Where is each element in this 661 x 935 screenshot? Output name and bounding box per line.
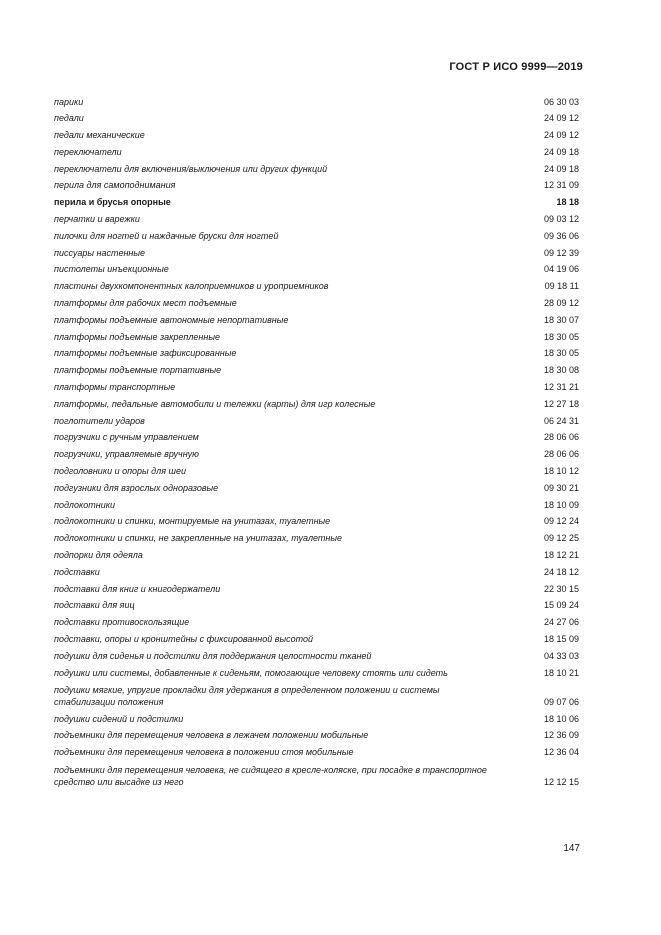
entry-code: 18 30 07: [543, 314, 579, 325]
page-number: 147: [563, 843, 580, 854]
index-entry: [54, 763, 579, 792]
entry-term: подушки мягкие, упругие прокладки для удержания в определенном положении и системы стабилизации положения: [54, 684, 440, 707]
entry-term: подъемники для перемещения человека в положении стоя мобильные: [54, 747, 354, 758]
entry-term: педали: [54, 113, 84, 124]
entry-code: 09 18 11: [544, 281, 579, 292]
entry-code: 12 36 09: [543, 730, 579, 741]
entry-term: платформы, педальные автомобили и тележки (карты) для игр колесные: [54, 398, 376, 409]
entry-term: погрузчики, управляемые вручную: [54, 449, 199, 460]
entry-term: педали механические: [54, 130, 145, 141]
index-entry: [54, 549, 579, 566]
document-header: ГОСТ Р ИСО 9999—2019: [449, 61, 583, 73]
entry-code: 04 33 03: [543, 650, 579, 661]
entry-term: подпорки для одеяла: [54, 550, 143, 561]
entry-term: подушки или системы, добавленные к сиденьям, помогающие человеку стоять или сидеть: [54, 667, 448, 678]
entry-term: платформы транспортные: [54, 382, 176, 393]
entry-term: подставки: [54, 566, 100, 577]
index-entry: [54, 616, 579, 633]
entry-term: платформы подъемные зафиксированные: [54, 348, 237, 359]
index-entry: [54, 515, 579, 532]
entry-code: 09 12 25: [543, 533, 579, 544]
index-entry: [54, 582, 579, 599]
entry-code: 06 30 03: [543, 96, 579, 107]
entry-code: 18 12 21: [543, 550, 579, 561]
entry-term: подушки для сиденья и подстилки для поддержания целостности тканей: [54, 650, 372, 661]
entry-code: 22 30 15: [543, 583, 579, 594]
index-entry: [54, 565, 579, 582]
index-entry: [54, 95, 579, 112]
index-entry: [54, 381, 579, 398]
entry-code: 24 18 12: [543, 566, 579, 577]
entry-term: подлокотники и спинки, монтируемые на унитазах, туалетные: [54, 516, 331, 527]
index-entry: [54, 213, 579, 230]
index-entry: [54, 179, 579, 196]
index-entry: [54, 649, 579, 666]
entry-code: 12 27 18: [543, 398, 579, 409]
entry-term: парики: [54, 96, 84, 107]
entry-code: 15 09 24: [543, 600, 579, 611]
entry-term: платформы подъемные портативные: [54, 365, 222, 376]
entry-term: подставки для яиц: [54, 600, 135, 611]
index-entry: [54, 481, 579, 498]
entry-code: 28 06 06: [543, 432, 579, 443]
entry-code: 09 12 24: [543, 516, 579, 527]
entry-code: 09 07 06: [543, 696, 579, 707]
index-entry: [54, 313, 579, 330]
entry-term: подставки, опоры и кронштейны с фиксированной высотой: [54, 634, 313, 644]
entry-code: 18 15 09: [543, 634, 579, 644]
entry-term: подъемники для перемещения человека в лежачем положении мобильные: [54, 730, 369, 741]
index-entry: [54, 465, 579, 482]
entry-code: 24 27 06: [543, 617, 579, 628]
index-entry: [54, 683, 579, 712]
index-entry: [54, 712, 579, 729]
entry-code: 18 10 21: [543, 667, 579, 678]
entry-term: подставки для книг и книгодержатели: [54, 583, 221, 594]
entry-code: 18 30 05: [543, 348, 579, 359]
entry-code: 12 31 09: [543, 180, 579, 191]
entry-code: 09 30 21: [543, 482, 579, 493]
index-entry: [54, 246, 579, 263]
entry-code: 09 03 12: [543, 214, 579, 225]
index-entry: [54, 263, 579, 280]
index-entry: [54, 532, 579, 549]
entry-term: писсуары настенные: [54, 247, 145, 258]
entry-code: 18 30 05: [543, 331, 579, 342]
entry-code: 24 09 18: [543, 163, 579, 174]
index-entry: [54, 129, 579, 146]
entry-code: 18 10 09: [543, 499, 579, 510]
entry-code: 24 09 18: [543, 146, 579, 157]
entry-term: пистолеты инъекционные: [54, 264, 169, 275]
entry-code: 28 06 06: [543, 449, 579, 460]
index-entry: [54, 112, 579, 129]
index-list: [54, 95, 579, 792]
entry-code: 12 31 21: [543, 382, 579, 393]
index-entry: [54, 330, 579, 347]
entry-code: 04 19 06: [543, 264, 579, 275]
entry-term: подлокотники: [54, 499, 115, 510]
entry-term: погрузчики с ручным управлением: [54, 432, 199, 443]
entry-code: 09 36 06: [543, 230, 579, 241]
entry-term: платформы подъемные автономные непортативные: [54, 314, 289, 325]
entry-term: платформы подъемные закрепленные: [54, 331, 220, 342]
index-entry: [54, 297, 579, 314]
entry-term: подлокотники и спинки, не закрепленные на унитазах, туалетные: [54, 533, 342, 544]
index-entry: [54, 498, 579, 515]
index-entry: [54, 280, 579, 297]
index-entry-group: [54, 196, 579, 213]
entry-term: пластины двухкомпонентных калоприемников и уроприемников: [54, 281, 329, 292]
entry-term: платформы для рабочих мест подъемные: [54, 298, 237, 309]
index-entry: [54, 746, 579, 763]
entry-code: 18 30 08: [543, 365, 579, 376]
entry-term: перила и брусья опорные: [54, 197, 171, 208]
entry-term: подголовники и опоры для шеи: [54, 466, 187, 477]
index-entry: [54, 364, 579, 381]
entry-term: перчатки и варежки: [54, 214, 140, 225]
index-entry: [54, 414, 579, 431]
entry-term: подушки сидений и подстилки: [54, 713, 184, 724]
entry-term: подъемники для перемещения человека, не сидящего в кресле-коляске, при посадке в транспортное средство или высадке из него: [54, 764, 487, 787]
entry-term: поглотители ударов: [54, 415, 145, 426]
entry-code: 06 24 31: [543, 415, 579, 426]
index-entry: [54, 666, 579, 683]
index-entry: [54, 162, 579, 179]
index-entry: [54, 633, 579, 650]
entry-term: переключатели для включения/выключения или других функций: [54, 163, 328, 174]
index-entry: [54, 347, 579, 364]
entry-term: подставки противоскользящие: [54, 617, 190, 628]
entry-code: 12 36 04: [543, 747, 579, 758]
index-entry: [54, 599, 579, 616]
entry-term: перила для самоподнимания: [54, 180, 176, 191]
index-entry: [54, 729, 579, 746]
index-entry: [54, 431, 579, 448]
index-entry: [54, 145, 579, 162]
index-entry: [54, 229, 579, 246]
index-entry: [54, 448, 579, 465]
entry-code: 24 09 12: [543, 130, 579, 141]
index-entry: [54, 397, 579, 414]
entry-code: 18 10 12: [543, 466, 579, 477]
entry-code: 18 10 06: [543, 713, 579, 724]
entry-term: пилочки для ногтей и наждачные бруски для ногтей: [54, 230, 279, 241]
entry-code: 09 12 39: [543, 247, 579, 258]
entry-term: подгузники для взрослых одноразовые: [54, 482, 219, 493]
entry-term: переключатели: [54, 146, 122, 157]
entry-code: 12 12 15: [543, 776, 579, 787]
entry-code: 18 18: [556, 197, 579, 208]
entry-code: 28 09 12: [543, 298, 579, 309]
entry-code: 24 09 12: [543, 113, 579, 124]
